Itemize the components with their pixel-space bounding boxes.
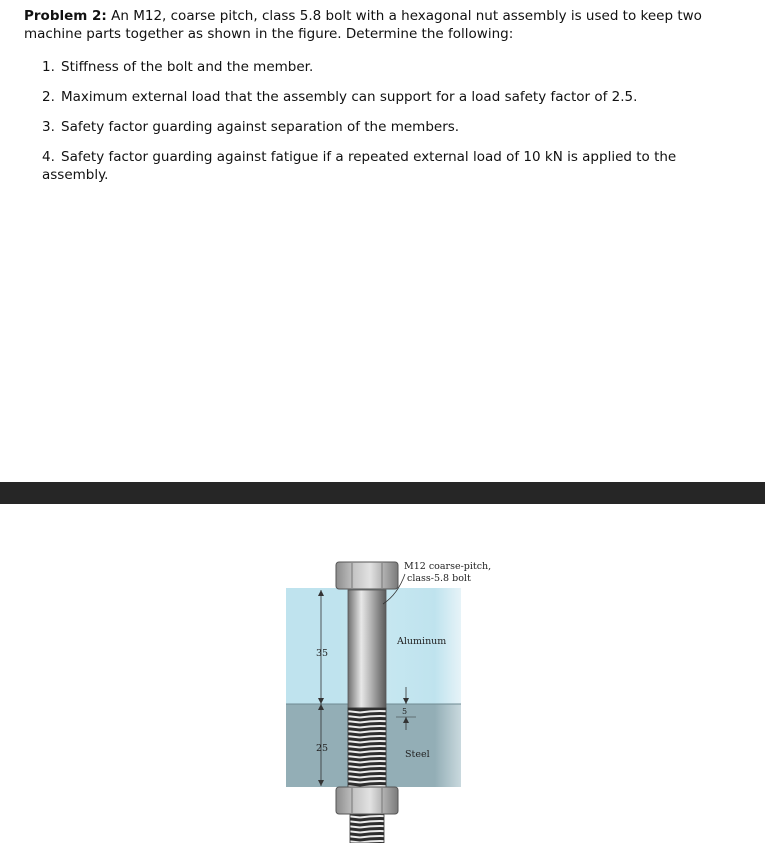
problem-label: Problem 2: bbox=[24, 8, 107, 24]
bolt-head bbox=[336, 562, 398, 589]
bolt-label-line1: M12 coarse-pitch, bbox=[404, 561, 492, 572]
task-number: 1. bbox=[42, 59, 55, 75]
task-number: 2. bbox=[42, 89, 55, 105]
dimension-25: 25 bbox=[316, 743, 329, 754]
dark-divider-bar bbox=[0, 482, 765, 504]
hex-nut bbox=[336, 787, 398, 814]
problem-text: An M12, coarse pitch, class 5.8 bolt with a hexagonal nut assembly is used to keep two machine parts together as shown in the figure. Determine the following: bbox=[24, 8, 702, 42]
dimension-5: 5 bbox=[402, 707, 408, 716]
task-item bbox=[42, 118, 742, 148]
bolt-thread bbox=[348, 708, 386, 787]
task-text: Maximum external load that the assembly can support for a load safety factor of 2.5. bbox=[61, 89, 638, 105]
problem-statement bbox=[24, 7, 744, 43]
task-item bbox=[42, 88, 742, 118]
task-item bbox=[42, 58, 742, 88]
task-text: Safety factor guarding against fatigue if a repeated external load of 10 kN is applied to the assembly. bbox=[42, 149, 677, 183]
task-text: Stiffness of the bolt and the member. bbox=[61, 59, 314, 75]
steel-label: Steel bbox=[405, 749, 430, 760]
task-number: 3. bbox=[42, 119, 55, 135]
bolt-assembly-drawing bbox=[0, 504, 765, 843]
task-text: Safety factor guarding against separation of the members. bbox=[61, 119, 460, 135]
dimension-35: 35 bbox=[316, 648, 329, 659]
bolt-thread-tail bbox=[350, 814, 384, 843]
aluminum-label: Aluminum bbox=[397, 636, 447, 647]
bolt-assembly-figure bbox=[0, 504, 765, 843]
task-list bbox=[42, 58, 742, 183]
task-number: 4. bbox=[42, 149, 55, 165]
bolt-label-line2: class-5.8 bolt bbox=[407, 573, 471, 584]
bolt-shank bbox=[348, 590, 386, 708]
task-item bbox=[42, 148, 742, 183]
